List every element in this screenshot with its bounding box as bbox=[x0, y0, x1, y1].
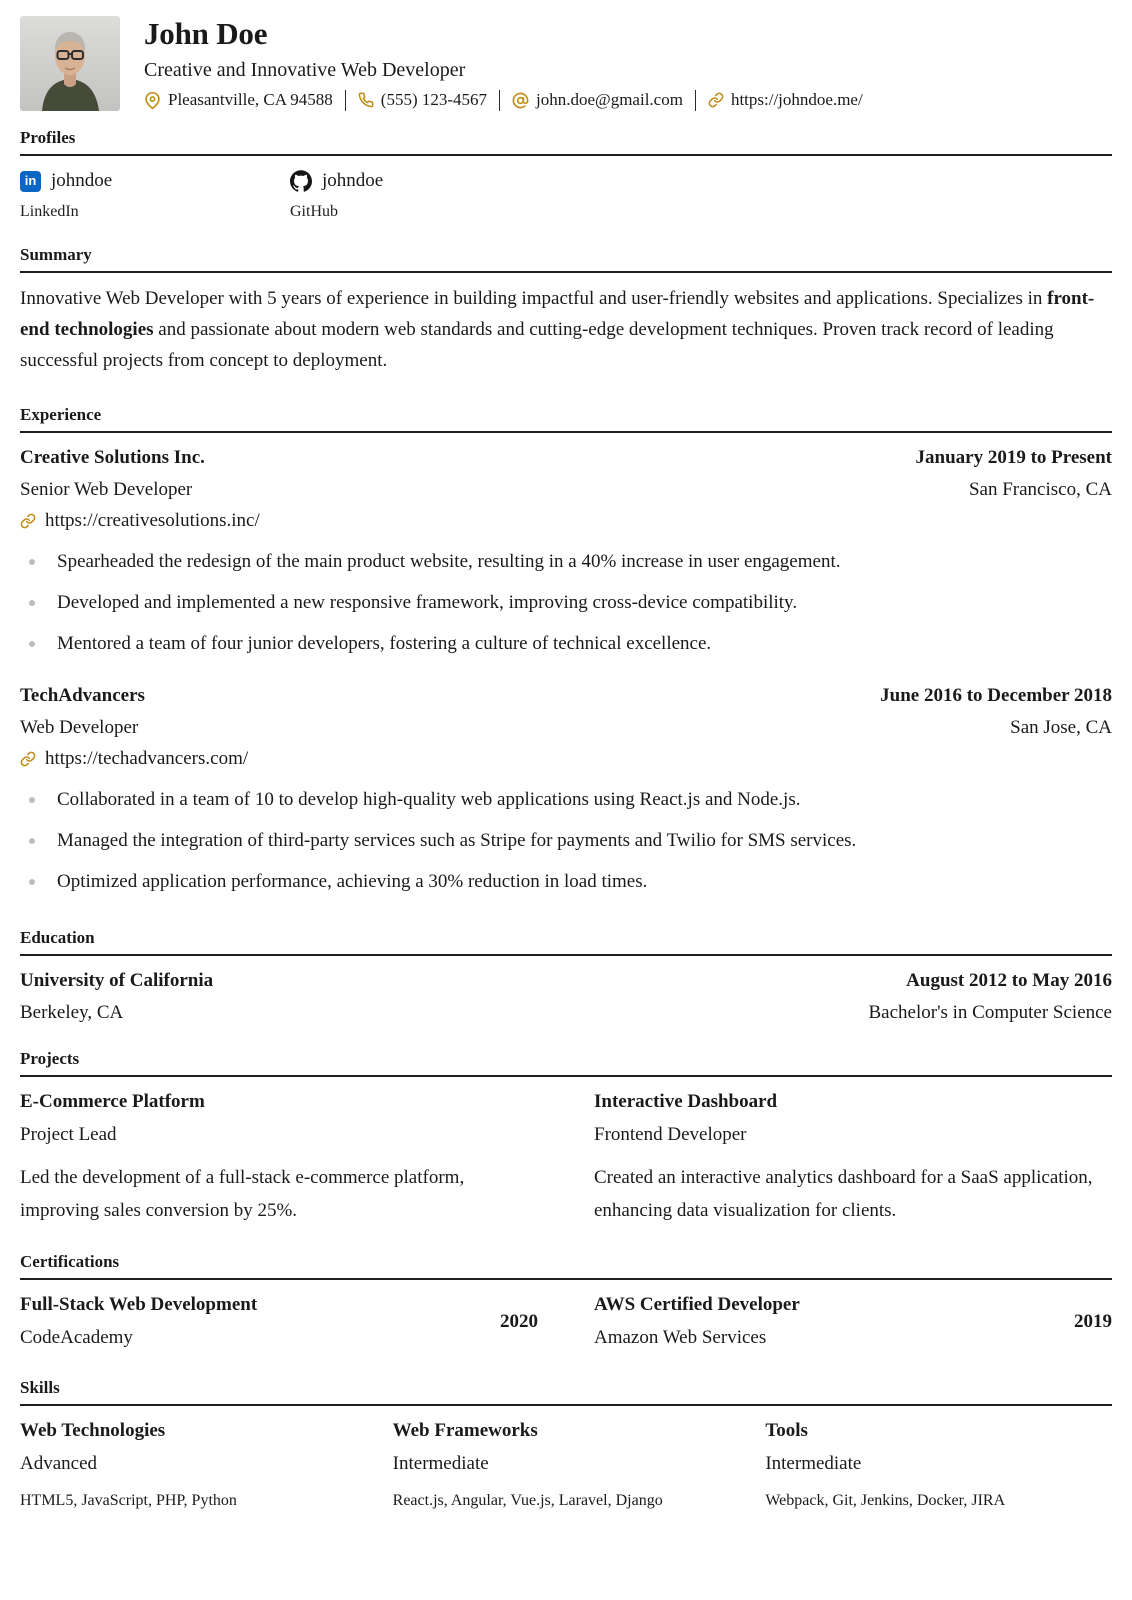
contact-location bbox=[144, 87, 333, 113]
section-education bbox=[20, 927, 1112, 1026]
bullet-item bbox=[20, 629, 1112, 659]
skill-level: Advanced bbox=[20, 1453, 98, 1474]
certification-issuer: CodeAcademy bbox=[20, 1327, 133, 1348]
education-location: Berkeley, CA bbox=[20, 1002, 124, 1023]
section-skills bbox=[20, 1377, 1112, 1512]
project-role: Frontend Developer bbox=[594, 1124, 747, 1145]
profile-photo-image bbox=[20, 16, 120, 111]
profile-network-label: LinkedIn bbox=[20, 203, 79, 220]
company-name: Creative Solutions Inc. bbox=[20, 447, 205, 468]
skill-name: Web Technologies bbox=[20, 1420, 166, 1441]
section-title-education: Education bbox=[20, 927, 1112, 956]
phone-text: (555) 123-4567 bbox=[380, 90, 488, 109]
bullet-dot bbox=[29, 600, 35, 606]
skill-entry bbox=[393, 1418, 740, 1512]
project-entry bbox=[20, 1089, 538, 1227]
section-experience bbox=[20, 404, 1112, 897]
person-name: John Doe bbox=[144, 16, 268, 51]
profile-photo bbox=[20, 16, 120, 111]
certification-issuer: Amazon Web Services bbox=[594, 1327, 767, 1348]
experience-bullets bbox=[20, 785, 1112, 897]
bullet-text: Spearheaded the redesign of the main product website, resulting in a 40% increase in user engagement. bbox=[57, 551, 841, 572]
website-text: https://johndoe.me/ bbox=[730, 90, 863, 109]
section-certifications bbox=[20, 1251, 1112, 1351]
job-location: San Jose, CA bbox=[1010, 717, 1112, 738]
contact-email[interactable] bbox=[512, 87, 683, 113]
bullet-dot bbox=[29, 838, 35, 844]
certification-entry bbox=[20, 1292, 538, 1351]
profile-username: johndoe bbox=[51, 170, 113, 191]
bullet-item bbox=[20, 785, 1112, 815]
position-title: Web Developer bbox=[20, 717, 139, 738]
profile-github bbox=[290, 168, 560, 222]
separator bbox=[695, 90, 696, 111]
profile-network-label: GitHub bbox=[290, 203, 338, 220]
certification-name: AWS Certified Developer bbox=[594, 1294, 800, 1315]
section-profiles bbox=[20, 127, 1112, 222]
contact-website[interactable] bbox=[708, 87, 863, 113]
header bbox=[20, 16, 1112, 113]
section-title-summary: Summary bbox=[20, 244, 1112, 273]
bullet-item bbox=[20, 867, 1112, 897]
bullet-text: Developed and implemented a new responsive framework, improving cross-device compatibility. bbox=[57, 592, 798, 613]
linkedin-icon: in bbox=[20, 171, 41, 192]
date-range: June 2016 to December 2018 bbox=[880, 685, 1112, 706]
certification-year: 2019 bbox=[1074, 1310, 1112, 1332]
date-range: August 2012 to May 2016 bbox=[906, 970, 1112, 991]
education-entry bbox=[20, 968, 1112, 1026]
certification-text bbox=[20, 1292, 257, 1351]
bullet-dot bbox=[29, 797, 35, 803]
url-text: https://creativesolutions.inc/ bbox=[45, 510, 260, 531]
bullet-item bbox=[20, 588, 1112, 618]
summary-text-before: Innovative Web Developer with 5 years of experience in building impactful and user-friendly websites and applications. Specializes in bbox=[20, 288, 1048, 309]
summary-text bbox=[20, 283, 1112, 376]
headline: Creative and Innovative Web Developer bbox=[144, 59, 466, 81]
phone-icon bbox=[358, 92, 374, 108]
project-name: Interactive Dashboard bbox=[594, 1091, 778, 1112]
skill-entry bbox=[20, 1418, 367, 1512]
section-title-experience: Experience bbox=[20, 404, 1112, 433]
projects-grid bbox=[20, 1089, 1112, 1227]
github-icon bbox=[290, 170, 312, 192]
bullet-dot bbox=[29, 641, 35, 647]
section-title-projects: Projects bbox=[20, 1048, 1112, 1077]
project-role: Project Lead bbox=[20, 1124, 117, 1145]
certifications-grid bbox=[20, 1292, 1112, 1351]
certification-text bbox=[594, 1292, 800, 1351]
link-icon bbox=[708, 92, 724, 108]
profile-github-link[interactable] bbox=[290, 168, 560, 194]
bullet-text: Managed the integration of third-party services such as Stripe for payments and Twilio for SMS services. bbox=[57, 830, 857, 851]
bullet-dot bbox=[29, 559, 35, 565]
summary-text-bold: front-end technologies bbox=[20, 288, 1095, 340]
link-icon bbox=[20, 513, 36, 529]
company-url[interactable] bbox=[20, 746, 1112, 772]
profiles-list bbox=[20, 168, 1112, 222]
location-text: Pleasantville, CA 94588 bbox=[168, 90, 333, 109]
profile-linkedin-link[interactable] bbox=[20, 168, 290, 194]
experience-entry bbox=[20, 683, 1112, 897]
certification-year: 2020 bbox=[500, 1310, 538, 1332]
skills-grid bbox=[20, 1418, 1112, 1512]
skill-keywords: HTML5, JavaScript, PHP, Python bbox=[20, 1492, 237, 1509]
skill-keywords: React.js, Angular, Vue.js, Laravel, Django bbox=[392, 1492, 663, 1509]
date-range: January 2019 to Present bbox=[915, 447, 1112, 468]
project-entry bbox=[594, 1089, 1112, 1227]
header-text bbox=[144, 16, 863, 113]
link-icon bbox=[20, 751, 36, 767]
project-description: Created an interactive analytics dashboard for a SaaS application, enhancing data visualization for clients. bbox=[594, 1167, 1093, 1221]
position-title: Senior Web Developer bbox=[20, 479, 193, 500]
project-description: Led the development of a full-stack e-commerce platform, improving sales conversion by 25%. bbox=[20, 1167, 465, 1221]
skill-keywords: Webpack, Git, Jenkins, Docker, JIRA bbox=[765, 1492, 1006, 1509]
job-location: San Francisco, CA bbox=[968, 479, 1112, 500]
degree: Bachelor's in Computer Science bbox=[868, 1002, 1112, 1023]
section-title-certifications: Certifications bbox=[20, 1251, 1112, 1280]
skill-entry bbox=[765, 1418, 1112, 1512]
contact-row bbox=[144, 87, 863, 113]
section-title-profiles: Profiles bbox=[20, 127, 1112, 156]
skill-name: Web Frameworks bbox=[392, 1420, 538, 1441]
bullet-text: Optimized application performance, achieving a 30% reduction in load times. bbox=[57, 871, 648, 892]
email-text: john.doe@gmail.com bbox=[536, 90, 683, 109]
separator bbox=[499, 90, 500, 111]
bullet-text: Collaborated in a team of 10 to develop high-quality web applications using React.js and Node.js. bbox=[57, 789, 801, 810]
section-title-skills: Skills bbox=[20, 1377, 1112, 1406]
profile-username: johndoe bbox=[322, 170, 384, 191]
experience-bullets bbox=[20, 547, 1112, 659]
section-summary bbox=[20, 244, 1112, 376]
summary-text-after: and passionate about modern web standards and cutting-edge development techniques. Proven track record of leading successful projects from concept to deployment. bbox=[20, 319, 1054, 371]
project-name: E-Commerce Platform bbox=[20, 1091, 205, 1112]
company-url[interactable] bbox=[20, 508, 1112, 534]
profile-linkedin bbox=[20, 168, 290, 222]
experience-entry bbox=[20, 445, 1112, 659]
contact-phone[interactable] bbox=[358, 87, 487, 113]
section-projects bbox=[20, 1048, 1112, 1227]
bullet-text: Mentored a team of four junior developers, fostering a culture of technical excellence. bbox=[57, 633, 712, 654]
certification-name: Full-Stack Web Development bbox=[20, 1294, 258, 1315]
bullet-item bbox=[20, 547, 1112, 577]
certification-entry bbox=[594, 1292, 1112, 1351]
at-sign-icon bbox=[512, 92, 529, 109]
separator bbox=[345, 90, 346, 111]
skill-level: Intermediate bbox=[392, 1453, 489, 1474]
skill-level: Intermediate bbox=[765, 1453, 862, 1474]
company-name: TechAdvancers bbox=[20, 685, 145, 706]
skill-name: Tools bbox=[765, 1420, 808, 1441]
map-pin-icon bbox=[144, 92, 161, 109]
bullet-dot bbox=[29, 879, 35, 885]
bullet-item bbox=[20, 826, 1112, 856]
institution-name: University of California bbox=[20, 970, 214, 991]
url-text: https://techadvancers.com/ bbox=[45, 748, 249, 769]
